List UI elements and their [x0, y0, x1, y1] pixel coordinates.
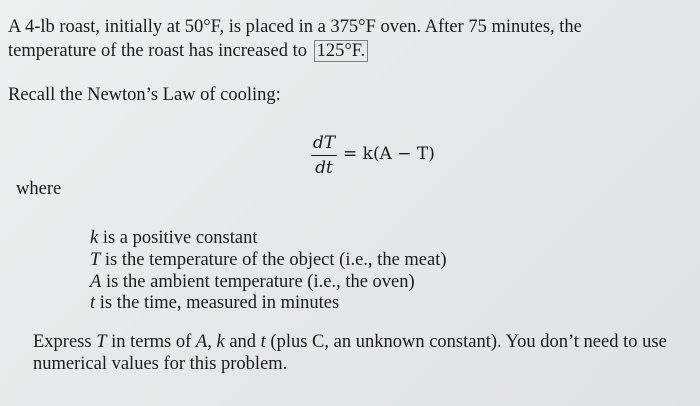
problem-text-2: temperature of the roast has increased to: [8, 41, 312, 61]
express-text: Express: [33, 332, 97, 352]
definition-A: [90, 271, 415, 293]
express-text: in terms of: [106, 332, 196, 352]
definition-k: [90, 227, 258, 249]
express-var-A: A: [195, 332, 208, 352]
definition-text: is the time, measured in minutes: [95, 293, 340, 313]
definition-symbol: T: [90, 250, 101, 270]
express-line-2: [33, 353, 287, 375]
problem-line-2: [8, 40, 368, 62]
express-text: ,: [207, 332, 217, 352]
definition-text: is the ambient temperature (i.e., the oven): [101, 272, 415, 292]
express-text-2: numerical values for this problem.: [33, 354, 288, 374]
newtons-law-equation: [311, 133, 471, 189]
definition-symbol: k: [90, 228, 99, 248]
where-label: [16, 178, 61, 200]
problem-line-1: [8, 16, 582, 38]
express-text: (plus C, an unknown constant). You don’t need to use: [265, 332, 667, 352]
express-line-1: [33, 331, 667, 353]
fraction-bar: [311, 155, 337, 156]
definition-symbol: A: [90, 272, 102, 292]
definition-text: is a positive constant: [98, 228, 258, 248]
definition-T: [90, 249, 447, 271]
express-var-T: T: [96, 332, 107, 352]
definition-symbol: t: [90, 293, 96, 313]
recall-text: Recall the Newton’s Law of cooling:: [8, 85, 281, 105]
definition-text: is the temperature of the object (i.e., the meat): [100, 250, 447, 270]
fraction-denominator: dt: [315, 158, 333, 178]
definition-t: [90, 292, 339, 314]
fraction-numerator: dT: [312, 133, 336, 153]
equation-right-side: = k(A − T): [343, 144, 435, 164]
highlighted-temperature: 125°F.: [314, 40, 369, 62]
express-var-k: k: [216, 332, 225, 352]
problem-text-1: A 4-lb roast, initially at 50°F, is placed in a 375°F oven. After 75 minutes, the: [8, 17, 582, 37]
express-var-t: t: [260, 332, 266, 352]
recall-heading: [8, 84, 281, 106]
express-text: and: [224, 332, 261, 352]
where-text: where: [16, 179, 62, 199]
derivative-fraction: [311, 133, 337, 178]
